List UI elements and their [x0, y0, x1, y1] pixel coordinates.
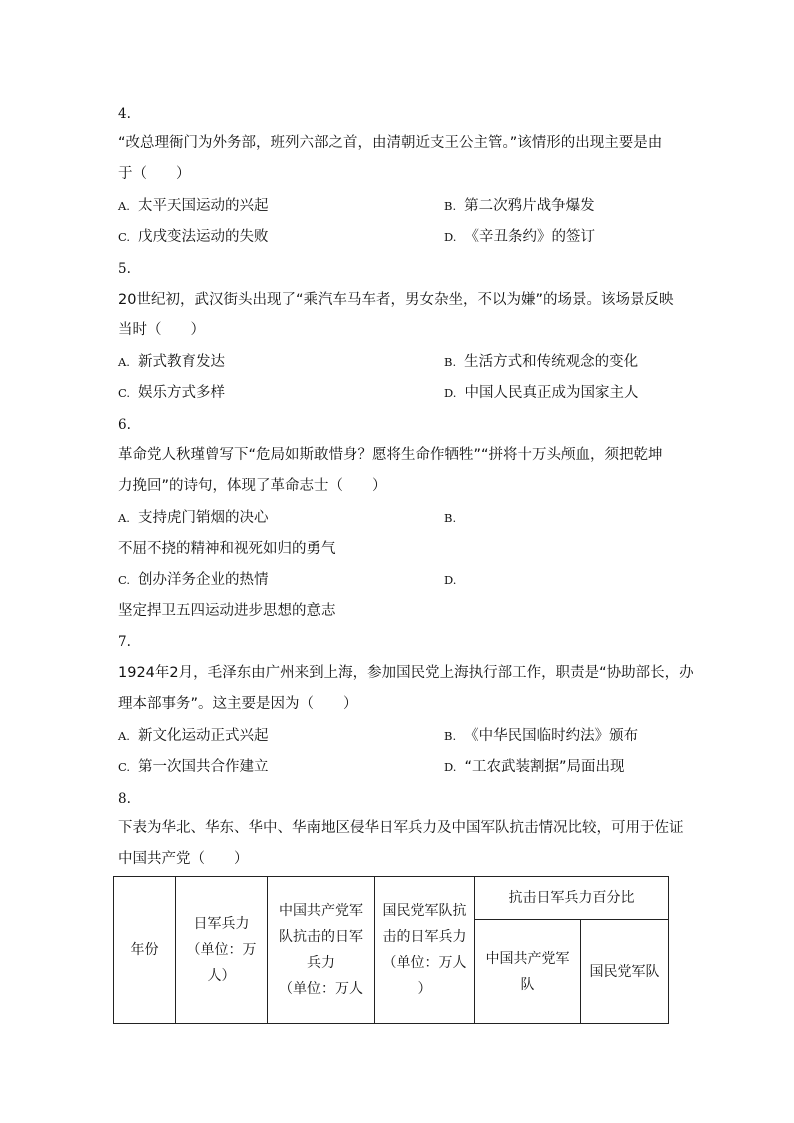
option-text: 戊戌变法运动的失败: [138, 229, 269, 245]
question-6-option-b-label[interactable]: [444, 508, 464, 528]
question-7-stem-line-1: 1924年2月，毛泽东由广州来到上海，参加国民党上海执行部工作，职责是“协助部长，办: [118, 665, 694, 681]
header-line: ）: [417, 981, 432, 997]
question-4-option-a[interactable]: [118, 196, 268, 216]
option-text: 第二次鸦片战争爆发: [464, 198, 595, 214]
question-6-number: 6.: [118, 417, 131, 433]
question-4-stem-line-1: “改总理衙门为外务部，班列六部之首，由清朝近支王公主管。”该情形的出现主要是由: [118, 135, 663, 151]
option-text: 《中华民国临时约法》颁布: [464, 728, 639, 744]
question-5-option-b[interactable]: [444, 352, 638, 372]
header-line: 击的日军兵力: [382, 929, 467, 945]
question-6-option-b-text[interactable]: 不屈不挠的精神和视死如归的勇气: [118, 541, 336, 557]
header-line: 队抗击的日军: [279, 929, 363, 945]
question-7-option-a[interactable]: [118, 726, 268, 746]
question-6-option-d-label[interactable]: [444, 570, 464, 590]
question-6-option-c[interactable]: [118, 570, 269, 590]
question-4-option-d[interactable]: [444, 227, 595, 247]
question-5-stem-line-2: 当时（ ）: [118, 322, 205, 338]
header-line: 中国共产党军: [279, 903, 363, 919]
header-line: 队: [520, 976, 535, 993]
question-7-number: 7.: [118, 634, 131, 650]
header-line: 日军兵力: [193, 916, 250, 932]
option-label: B.: [444, 511, 457, 525]
option-label: A.: [118, 355, 130, 369]
header-line: （单位：万人: [382, 955, 467, 971]
option-label: B.: [444, 355, 457, 369]
forces-comparison-table: [113, 876, 669, 1024]
question-5-option-c[interactable]: [118, 383, 225, 403]
question-6-stem-line-2: 力挽回”的诗句，体现了革命志士（ ）: [118, 478, 387, 494]
option-text: 娱乐方式多样: [138, 385, 226, 401]
question-7-option-d[interactable]: [444, 757, 625, 777]
header-percentage: 抗击日军兵力百分比: [475, 877, 669, 920]
option-label: C.: [118, 386, 131, 400]
question-7-option-c[interactable]: [118, 757, 269, 777]
question-8-stem-line-1: 下表为华北、华东、华中、华南地区侵华日军兵力及中国军队抗击情况比较，可用于佐证: [118, 820, 684, 836]
header-line: （单位：万: [186, 942, 257, 958]
question-5-option-d[interactable]: [444, 383, 638, 403]
option-label: D.: [444, 230, 457, 244]
question-5-number: 5.: [118, 261, 131, 277]
question-8-stem-line-2: 中国共产党（ ）: [118, 851, 249, 867]
option-label: D.: [444, 573, 457, 587]
header-cpc-army: [475, 920, 581, 1024]
option-text: 创办洋务企业的热情: [138, 572, 269, 588]
option-text: 《辛丑条约》的签订: [464, 229, 595, 245]
question-5-stem-line-1: 20世纪初，武汉街头出现了“乘汽车马车者，男女杂坐，不以为嫌”的场景。该场景反映: [118, 292, 674, 308]
header-kmt-resisted: [375, 877, 475, 1024]
header-line: 人）: [207, 968, 236, 984]
option-label: C.: [118, 230, 131, 244]
header-year: 年份: [114, 877, 176, 1024]
header-line: 中国共产党军: [485, 950, 570, 967]
option-text: 中国人民真正成为国家主人: [464, 385, 639, 401]
option-text: “工农武装割据”局面出现: [464, 759, 625, 775]
option-label: A.: [118, 511, 130, 525]
header-line: 国民党军队抗: [382, 903, 467, 919]
question-7-stem-line-2: 理本部事务”。这主要是因为（ ）: [118, 696, 358, 712]
option-label: C.: [118, 573, 131, 587]
option-text: 新文化运动正式兴起: [137, 728, 269, 744]
option-text: 生活方式和传统观念的变化: [464, 354, 639, 370]
question-6-stem-line-1: 革命党人秋瑾曾写下“危局如斯敢惜身？愿将生命作牺牲”“拼将十万头颅血，须把乾坤: [118, 447, 663, 463]
question-5-option-a[interactable]: [118, 352, 225, 372]
option-text: 新式教育发达: [137, 354, 225, 370]
header-line: （单位：万人: [279, 981, 363, 997]
header-line: 兵力: [307, 955, 335, 971]
option-label: A.: [118, 729, 130, 743]
option-label: B.: [444, 729, 457, 743]
question-4-option-c[interactable]: [118, 227, 269, 247]
question-6-option-a[interactable]: [118, 508, 268, 528]
option-label: D.: [444, 760, 457, 774]
option-label: C.: [118, 760, 131, 774]
question-8-number: 8.: [118, 791, 131, 807]
header-cpc-resisted: [268, 877, 375, 1024]
option-text: 太平天国运动的兴起: [137, 198, 269, 214]
option-text: 支持虎门销烟的决心: [137, 510, 269, 526]
question-4-number: 4.: [118, 106, 131, 122]
option-label: A.: [118, 199, 130, 213]
question-4-option-b[interactable]: [444, 196, 595, 216]
question-4-stem-line-2: 于（ ）: [118, 166, 191, 182]
question-7-option-b[interactable]: [444, 726, 638, 746]
header-japanese-forces: [176, 877, 268, 1024]
header-kmt-army: 国民党军队: [581, 920, 669, 1024]
option-label: B.: [444, 199, 457, 213]
question-6-option-d-text[interactable]: 坚定捍卫五四运动进步思想的意志: [118, 603, 336, 619]
option-label: D.: [444, 386, 457, 400]
option-text: 第一次国共合作建立: [138, 759, 269, 775]
